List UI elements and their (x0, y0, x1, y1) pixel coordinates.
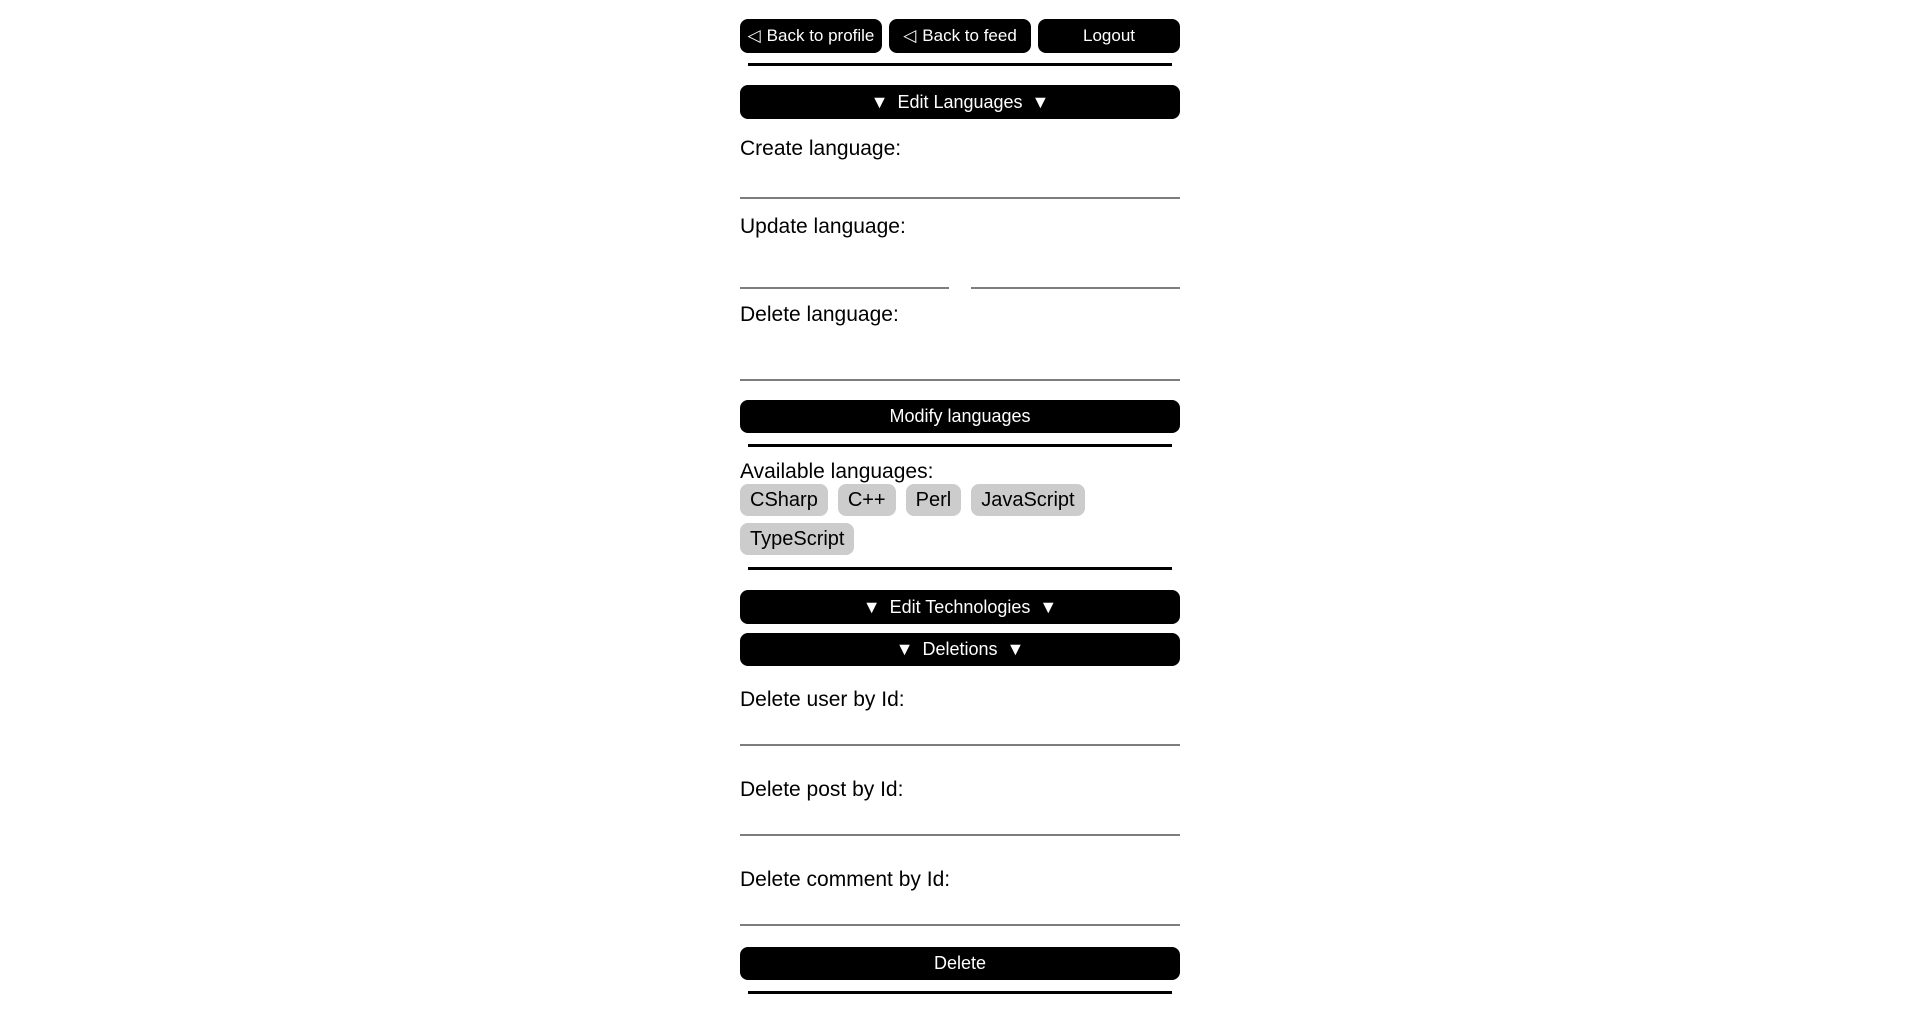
divider (748, 991, 1172, 994)
update-language-from-input[interactable] (740, 251, 949, 289)
back-to-feed-button[interactable] (889, 19, 1031, 53)
divider (748, 444, 1172, 447)
delete-post-label: Delete post by Id: (740, 778, 904, 801)
create-language-label: Create language: (740, 137, 902, 160)
triangle-down-icon: ▼ (870, 91, 889, 112)
edit-languages-toggle-label: Edit Languages (897, 91, 1023, 112)
deletions-toggle[interactable] (740, 633, 1180, 666)
delete-comment-label: Delete comment by Id: (740, 868, 951, 891)
back-to-feed-label: Back to feed (922, 26, 1017, 45)
update-language-to-input[interactable] (971, 251, 1180, 289)
toolbar (740, 19, 1180, 53)
triangle-left-icon: ◁ (903, 26, 917, 45)
create-language-input[interactable] (740, 161, 1180, 199)
triangle-down-icon: ▼ (895, 639, 914, 659)
divider (748, 567, 1172, 570)
edit-technologies-toggle-label: Edit Technologies (889, 596, 1031, 617)
modify-languages-label: Modify languages (889, 406, 1031, 426)
edit-languages-toggle[interactable] (740, 85, 1180, 119)
available-languages-list (740, 484, 1180, 555)
back-to-profile-label: Back to profile (766, 26, 875, 45)
triangle-down-icon: ▼ (1006, 639, 1025, 659)
triangle-left-icon: ◁ (747, 26, 761, 45)
triangle-down-icon: ▼ (1031, 91, 1050, 112)
delete-button[interactable] (740, 947, 1180, 980)
language-chip: JavaScript (971, 484, 1084, 516)
triangle-down-icon: ▼ (1039, 596, 1058, 617)
available-languages-label: Available languages: (740, 460, 934, 483)
logout-button[interactable] (1038, 19, 1180, 53)
back-to-profile-button[interactable] (740, 19, 882, 53)
delete-user-label: Delete user by Id: (740, 688, 905, 711)
delete-post-input[interactable] (740, 802, 1180, 836)
delete-user-input[interactable] (740, 712, 1180, 746)
language-chip: C++ (838, 484, 896, 516)
update-language-inputs (740, 251, 1180, 289)
delete-language-input[interactable] (740, 343, 1180, 381)
admin-panel (740, 0, 1180, 994)
deletions-toggle-label: Deletions (922, 639, 998, 659)
update-language-label: Update language: (740, 215, 906, 238)
language-chip: TypeScript (740, 523, 854, 555)
modify-languages-button[interactable] (740, 400, 1180, 433)
language-chip: Perl (906, 484, 962, 516)
language-chip: CSharp (740, 484, 828, 516)
delete-comment-input[interactable] (740, 892, 1180, 926)
triangle-down-icon: ▼ (862, 596, 881, 617)
logout-label: Logout (1083, 26, 1135, 45)
delete-button-label: Delete (933, 953, 987, 973)
delete-language-label: Delete language: (740, 303, 899, 326)
edit-technologies-toggle[interactable] (740, 590, 1180, 624)
divider (748, 63, 1172, 66)
